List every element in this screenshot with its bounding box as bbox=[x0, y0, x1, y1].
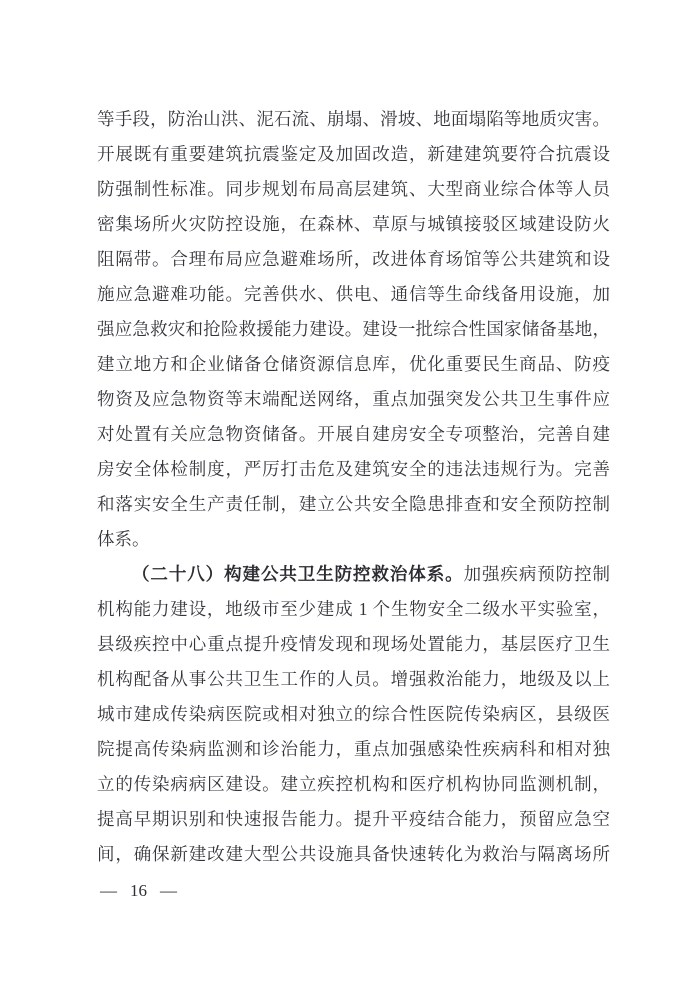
text-line: 建立地方和企业储备仓储资源信息库，优化重要民生商品、防疫 bbox=[97, 354, 610, 374]
document-text bbox=[97, 102, 610, 872]
text-line: 和落实安全生产责任制，建立公共安全隐患排查和安全预防控制 bbox=[97, 494, 610, 514]
text-line: 院提高传染病监测和诊治能力，重点加强感染性疾病科和相对独 bbox=[97, 739, 610, 759]
text-line: 城市建成传染病医院或相对独立的综合性医院传染病区，县级医 bbox=[97, 704, 610, 724]
text-line: 等手段，防治山洪、泥石流、崩塌、滑坡、地面塌陷等地质灾害。 bbox=[97, 109, 610, 129]
text-line: 阻隔带。合理布局应急避难场所，改进体育场馆等公共建筑和设 bbox=[97, 249, 610, 269]
text-line: 对处置有关应急物资储备。开展自建房安全专项整治，完善自建 bbox=[97, 424, 610, 444]
text-line: 机构能力建设，地级市至少建成 1 个生物安全二级水平实验室， bbox=[97, 599, 610, 619]
text-line: 物资及应急物资等末端配送网络，重点加强突发公共卫生事件应 bbox=[97, 389, 610, 409]
page-number bbox=[100, 877, 177, 905]
page-number-right-dash: — bbox=[160, 881, 177, 900]
page-number-value: 16 bbox=[130, 881, 147, 900]
text-line-section-start bbox=[97, 557, 610, 592]
text-line: 立的传染病病区建设。建立疾控机构和医疗机构协同监测机制， bbox=[97, 774, 610, 794]
text-line: 开展既有重要建筑抗震鉴定及加固改造，新建建筑要符合抗震设 bbox=[97, 144, 610, 164]
text-line: 提高早期识别和快速报告能力。提升平疫结合能力，预留应急空 bbox=[97, 809, 610, 829]
text-line: 间，确保新建改建大型公共设施具备快速转化为救治与隔离场所 bbox=[97, 844, 610, 864]
text-line: 防强制性标准。同步规划布局高层建筑、大型商业综合体等人员 bbox=[97, 179, 610, 199]
text-line: 房安全体检制度，严厉打击危及建筑安全的违法违规行为。完善 bbox=[97, 459, 610, 479]
section-heading-rest-text: 加强疾病预防控制 bbox=[463, 564, 610, 584]
text-line: 密集场所火灾防控设施，在森林、草原与城镇接驳区域建设防火 bbox=[97, 214, 610, 234]
text-line: 强应急救灾和抢险救援能力建设。建设一批综合性国家储备基地， bbox=[97, 319, 610, 339]
section-heading: （二十八）构建公共卫生防控救治体系。 bbox=[132, 564, 464, 584]
text-line: 机构配备从事公共卫生工作的人员。增强救治能力，地级及以上 bbox=[97, 669, 610, 689]
text-line-paragraph-end: 体系。 bbox=[97, 529, 150, 549]
text-line: 施应急避难功能。完善供水、供电、通信等生命线备用设施，加 bbox=[97, 284, 610, 304]
text-line: 县级疾控中心重点提升疫情发现和现场处置能力，基层医疗卫生 bbox=[97, 634, 610, 654]
page-number-left-dash: — bbox=[100, 881, 117, 900]
